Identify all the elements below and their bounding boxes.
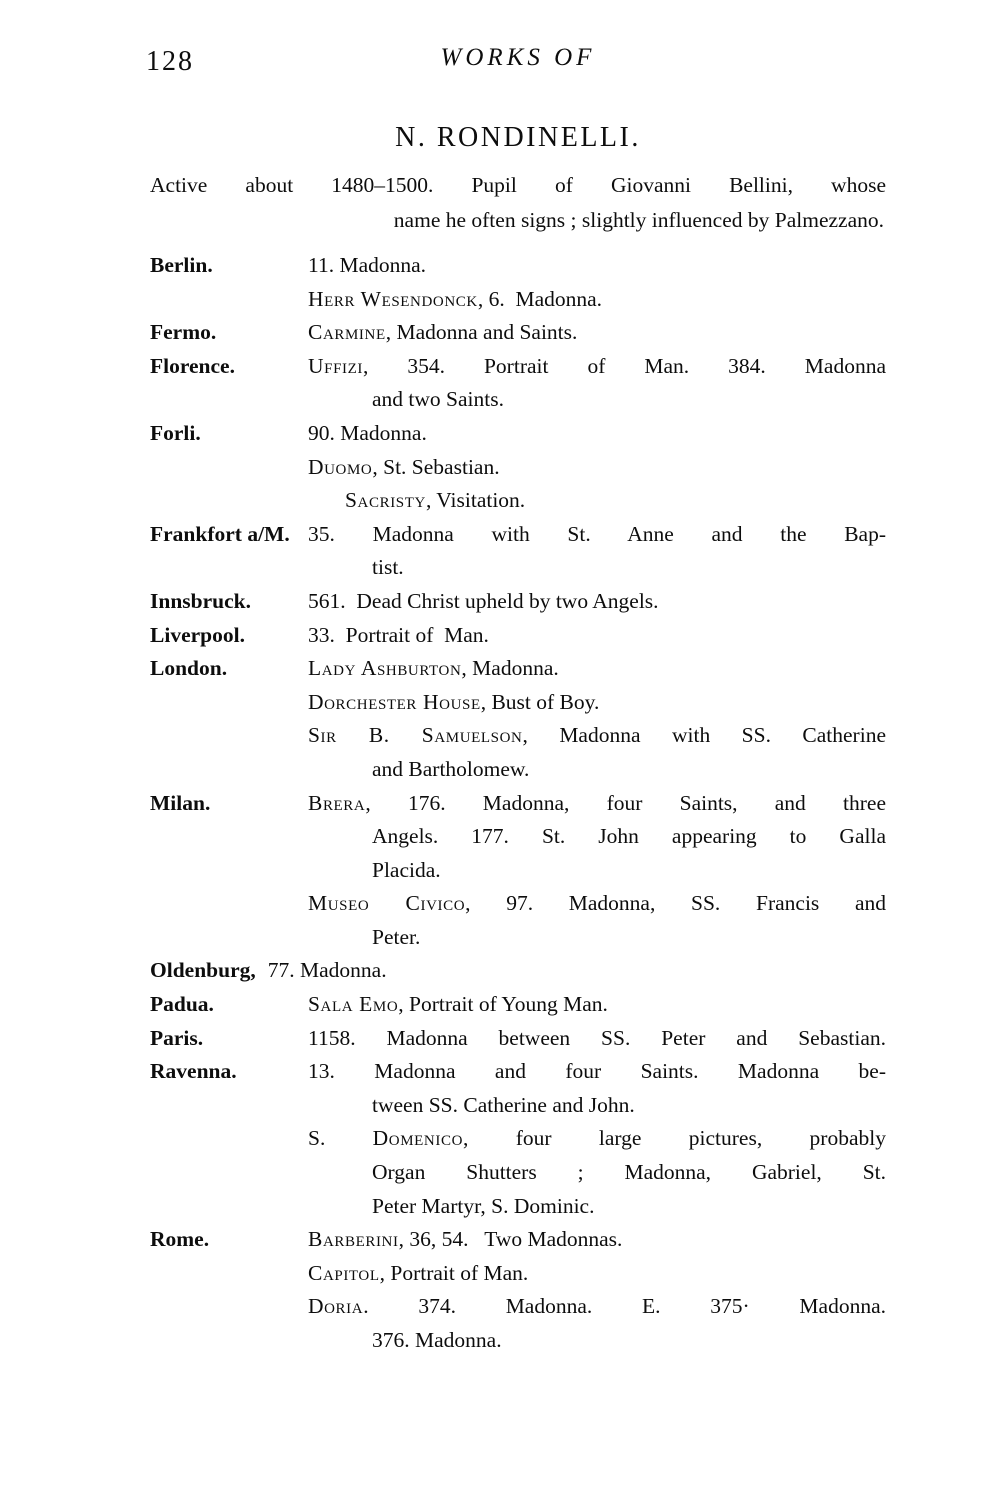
- entry-text: [268, 954, 886, 988]
- entry-row: [150, 283, 886, 317]
- entry-text: [308, 518, 886, 552]
- entry-text-pre: S.: [308, 1126, 373, 1151]
- entry-row: [150, 1324, 886, 1358]
- entry-text: [308, 350, 886, 384]
- entry-text-rest: , four large pictures, probably: [463, 1126, 886, 1151]
- entry-text: [308, 283, 886, 317]
- entry-row: [150, 1223, 886, 1257]
- entry-row: [150, 854, 886, 888]
- city-label: Frankfort a/M.: [150, 521, 290, 546]
- entry-text-rest: . 374. Madonna. E. 375· Madonna.: [363, 1294, 886, 1319]
- entry-text: [308, 719, 886, 753]
- intro-line-2: name he often signs ; slightly influenced by Palmezzano.: [393, 208, 884, 232]
- entry-text: [308, 619, 886, 653]
- entry-text-rest: 561. Dead Christ upheld by two Angels.: [308, 588, 659, 613]
- entry-text-rest: 33. Portrait of Man.: [308, 622, 489, 647]
- entry-text-rest: Organ Shutters ; Madonna, Gabriel, St.: [372, 1160, 886, 1185]
- entry-row: [150, 417, 886, 451]
- city-label: Innsbruck.: [150, 588, 251, 613]
- entry-text-rest: 376. Madonna.: [372, 1328, 502, 1352]
- entry-text-smallcaps: Sacristy: [345, 488, 426, 513]
- intro-paragraph: [150, 168, 886, 238]
- entry-text-smallcaps: Uffizi: [308, 353, 363, 378]
- entry-text: [308, 854, 886, 888]
- book-page: [146, 44, 886, 1358]
- city-label: Milan.: [150, 790, 211, 815]
- entry-text: [308, 451, 886, 485]
- entry-row: [150, 988, 886, 1022]
- entry-row: [150, 787, 886, 821]
- city-label: Oldenburg,: [150, 958, 256, 983]
- entry-text-smallcaps: Sir B. Samuelson: [308, 723, 523, 748]
- entry-row: [150, 686, 886, 720]
- entry-text-rest: , 176. Madonna, four Saints, and three: [365, 790, 886, 815]
- entry-text-rest: , Madonna with SS. Catherine: [522, 723, 886, 748]
- entry-text-rest: , Portrait of Man.: [379, 1260, 529, 1285]
- entry-text-smallcaps: Capitol: [308, 1260, 380, 1285]
- entry-text-rest: , 6. Madonna.: [477, 286, 603, 311]
- running-header: WORKS OF: [440, 44, 596, 71]
- city-label: Paris.: [150, 1025, 204, 1050]
- entry-text: [308, 1122, 886, 1156]
- entry-text: [308, 249, 886, 283]
- entry-text: [308, 686, 886, 720]
- entry-row: [150, 1257, 886, 1291]
- entry-text-smallcaps: Museo Civico: [308, 891, 466, 916]
- entry-row: [150, 954, 886, 988]
- entry-text: [308, 585, 886, 619]
- entry-text: [308, 383, 886, 417]
- entry-row: [150, 652, 886, 686]
- entry-row: [150, 1089, 886, 1123]
- city-label: Florence.: [150, 353, 235, 378]
- entry-text-rest: Peter.: [372, 924, 421, 949]
- entry-row: [150, 887, 886, 921]
- entry-text-rest: Angels. 177. St. John appearing to Galla: [372, 824, 886, 849]
- entry-text-rest: and Bartholomew.: [372, 756, 530, 781]
- entry-text-rest: Placida.: [372, 857, 441, 882]
- entry-text-rest: Peter Martyr, S. Dominic.: [372, 1193, 595, 1218]
- entry-text-rest: , Portrait of Young Man.: [398, 992, 608, 1017]
- entry-row: [150, 753, 886, 787]
- city-label: Liverpool.: [150, 622, 245, 647]
- entry-row: [150, 518, 886, 552]
- entry-text: [308, 1089, 886, 1123]
- city-label: Ravenna.: [150, 1059, 237, 1084]
- entry-text-rest: , Visitation.: [425, 488, 526, 513]
- entry-row: [150, 585, 886, 619]
- entry-text: [308, 417, 886, 451]
- intro-line-1: Active about 1480–1500. Pupil of Giovanni Bellini, whose: [150, 173, 886, 197]
- entry-text: [308, 988, 886, 1022]
- entry-row: [150, 619, 886, 653]
- entry-row: [150, 551, 886, 585]
- entry-row: [150, 820, 886, 854]
- entry-text-rest: and two Saints.: [372, 387, 504, 412]
- entry-text: [308, 316, 886, 350]
- entry-text-rest: , 354. Portrait of Man. 384. Madonna: [362, 353, 886, 378]
- entry-text-rest: 35. Madonna with St. Anne and the Bap-: [308, 521, 886, 546]
- entry-text-rest: tist.: [372, 555, 404, 580]
- entry-text-rest: 1158. Madonna between SS. Peter and Sebastian.: [308, 1025, 886, 1050]
- entry-text: [308, 1190, 886, 1224]
- entry-text-rest: , 97. Madonna, SS. Francis and: [465, 891, 886, 916]
- entry-row: [150, 1022, 886, 1056]
- entry-row: [150, 484, 886, 518]
- entry-text: [308, 484, 886, 518]
- entry-text-rest: , Bust of Boy.: [480, 689, 600, 714]
- entry-text-smallcaps: Barberini: [308, 1227, 399, 1252]
- entry-row: [150, 383, 886, 417]
- entry-text: [308, 1156, 886, 1190]
- entry-text-rest: , St. Sebastian.: [372, 454, 500, 479]
- entry-text: [308, 921, 886, 955]
- entry-text-rest: 13. Madonna and four Saints. Madonna be-: [308, 1059, 886, 1084]
- entry-text-smallcaps: Carmine: [308, 320, 386, 345]
- entry-text: [308, 787, 886, 821]
- entry-text-rest: 90. Madonna.: [308, 420, 427, 445]
- page-number: 128: [146, 46, 194, 77]
- entry-text: [308, 1324, 886, 1358]
- entry-row: [150, 350, 886, 384]
- city-label: Berlin.: [150, 253, 213, 277]
- entry-text-smallcaps: Doria: [308, 1294, 364, 1319]
- entry-row: [150, 1190, 886, 1224]
- entry-row: [150, 719, 886, 753]
- entry-row: [150, 249, 886, 283]
- section-title: N. RONDINELLI.: [395, 122, 641, 153]
- entry-text-smallcaps: Duomo: [308, 454, 373, 479]
- entry-text-smallcaps: Dorchester House: [308, 689, 481, 714]
- entry-text-smallcaps: Sala Emo: [308, 992, 399, 1017]
- entry-text-rest: , 36, 54. Two Madonnas.: [398, 1227, 623, 1252]
- entry-text-rest: , Madonna and Saints.: [385, 320, 578, 345]
- entry-text: [308, 551, 886, 585]
- entry-text-smallcaps: Lady Ashburton: [308, 656, 462, 681]
- entry-row: [150, 1055, 886, 1089]
- entry-text-rest: tween SS. Catherine and John.: [372, 1092, 635, 1117]
- entry-text: [308, 1257, 886, 1291]
- entry-text-rest: 11. Madonna.: [308, 253, 427, 277]
- city-label: London.: [150, 656, 228, 681]
- city-label: Rome.: [150, 1227, 210, 1252]
- city-label: Fermo.: [150, 320, 217, 345]
- entry-text: [308, 1290, 886, 1324]
- entry-text-rest: , Madonna.: [461, 656, 559, 681]
- entry-row: [150, 1122, 886, 1156]
- entry-text: [308, 1022, 886, 1056]
- entry-row: [150, 1290, 886, 1324]
- entry-row: [150, 1156, 886, 1190]
- entry-text-rest: 77. Madonna.: [267, 958, 387, 983]
- entry-text: [308, 820, 886, 854]
- works-list: [150, 249, 886, 1358]
- entry-row: [150, 451, 886, 485]
- entry-text: [308, 652, 886, 686]
- city-label: Forli.: [150, 420, 201, 445]
- entry-text: [308, 1055, 886, 1089]
- city-label: Padua.: [150, 992, 214, 1017]
- entry-row: [150, 921, 886, 955]
- entry-text-smallcaps: Domenico: [372, 1126, 463, 1151]
- entry-text-smallcaps: Herr Wesendonck: [308, 286, 478, 311]
- entry-text-smallcaps: Brera: [308, 790, 366, 815]
- entry-row: [150, 316, 886, 350]
- entry-text: [308, 753, 886, 787]
- entry-text: [308, 887, 886, 921]
- entry-text: [308, 1223, 886, 1257]
- page-header: [146, 44, 886, 78]
